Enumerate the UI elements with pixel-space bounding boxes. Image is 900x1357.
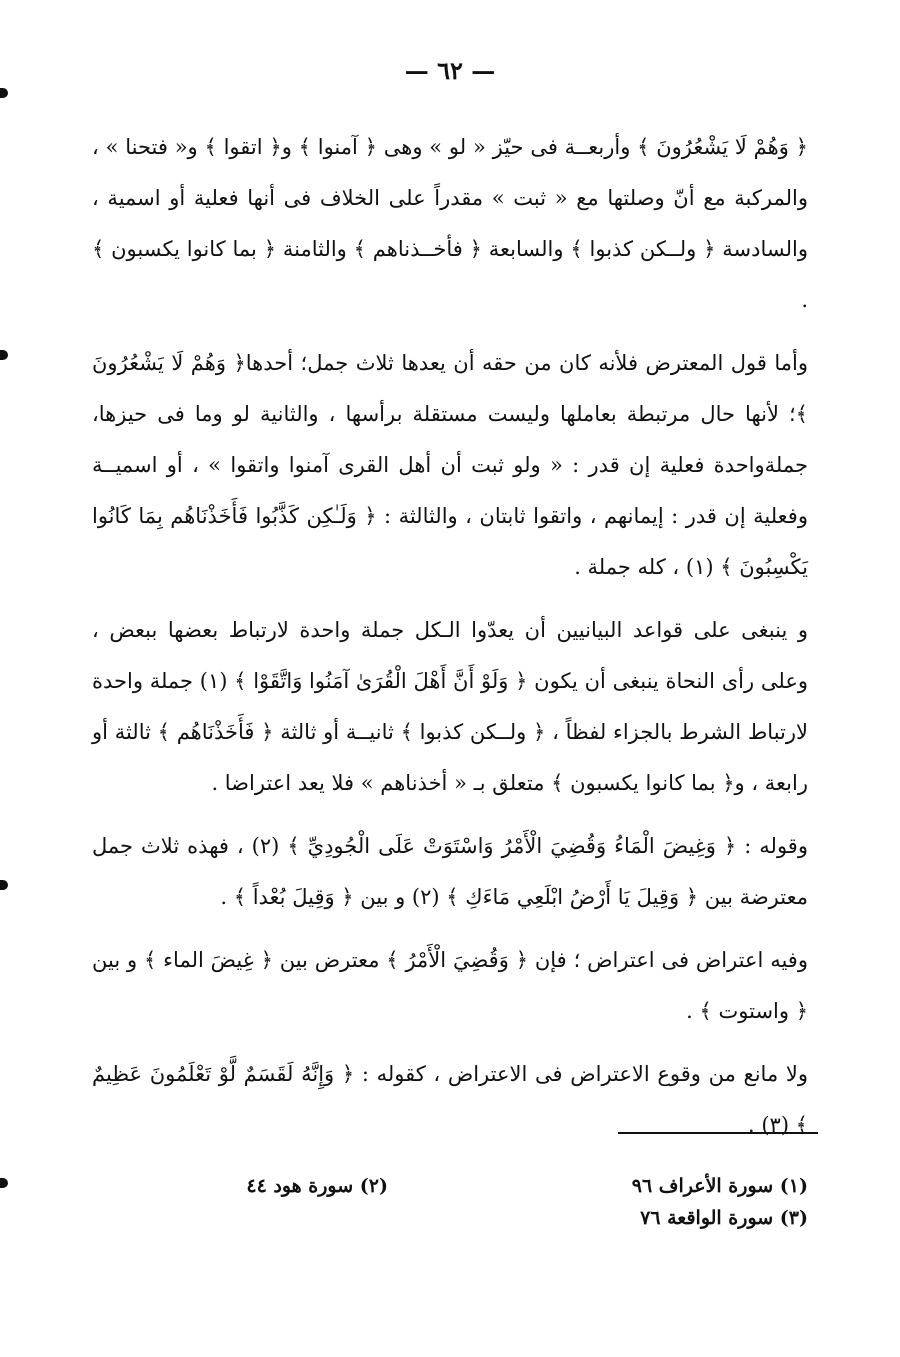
page-number: — ٦٢ — [404,56,496,85]
scan-edge-mark [0,1178,8,1188]
paragraph-4: وقوله : ﴿ وَغِيضَ الْمَاءُ وَقُضِيَ الْأَمْرُ وَاسْتَوَتْ عَلَى الْجُودِيِّ ﴾ (٢) ، فهذه ثلاث جمل معترضة بين ﴿ وَقِيلَ يَا أَرْضُ ابْلَعِي مَاءَكِ ﴾ (٢) و بين ﴿ وَقِيلَ بُعْداً ﴾ . [92,834,808,909]
paragraph-5: وفيه اعتراض فى اعتراض ؛ فإن ﴿ وَقُضِيَ الْأَمْرُ ﴾ معترض بين ﴿ غِيضَ الماء ﴾ و بين ﴿ واستوت ﴾ . [92,948,808,1023]
paragraph-2: وأما قول المعترض فلأنه كان من حقه أن يعدها ثلاث جمل؛ أحدها﴿ وَهُمْ لَا يَشْعُرُونَ ﴾؛ لأنها حال مرتبطة بعاملها وليست مستقلة برأسها ، والثانية لو وما فى حيزها، جملةواحدة فعلية إن قدر : « ولو ثبت أن أهل القرى آمنوا واتقوا » ، أو اسميــة وفعلية إن قدر : إيمانهم ، واتقوا ثابتان ، والثالثة : ﴿ وَلَـٰكِن كَذَّبُوا فَأَخَذْنَاهُم بِمَا كَانُوا يَكْسِبُونَ ﴾ (١) ، كله جملة . [92,351,808,579]
footnote-1: (١) سورة الأعراف ٩٦ [631,1175,808,1197]
main-text [92,122,808,1151]
paragraph-6: ولا مانع من وقوع الاعتراض فى الاعتراض ، كقوله : ﴿ وَإِنَّهُ لَقَسَمٌ لَّوْ تَعْلَمُونَ عَظِيمٌ ﴾ (٣) . [92,1062,808,1137]
footnotes [92,1170,808,1234]
scan-edge-mark [0,880,8,890]
footnote-row [92,1202,808,1234]
scan-edge-mark [0,350,8,360]
scan-edge-mark [0,88,8,98]
footnote-separator [618,1132,818,1134]
footnote-3: (٣) سورة الواقعة ٧٦ [640,1207,808,1229]
paragraph-1: ﴿ وَهُمْ لَا يَشْعُرُونَ ﴾ وأربعــة فى حيّز « لو » وهى ﴿ آمنوا ﴾ و﴿ اتقوا ﴾ و« فتحنا » ، والمركبة مع أنّ وصلتها مع « ثبت » مقدراً على الخلاف فى أنها فعلية أو اسمية ، والسادسة ﴿ ولــكن كذبوا ﴾ والسابعة ﴿ فأخــذناهم ﴾ والثامنة ﴿ بما كانوا يكسبون ﴾ . [92,135,808,312]
paragraph-3: و ينبغى على قواعد البيانيين أن يعدّوا الـكل جملة واحدة لارتباط بعضها ببعض ، وعلى رأى النحاة ينبغى أن يكون ﴿ وَلَوْ أَنَّ أَهْلَ الْقُرَىٰ آمَنُوا وَاتَّقَوْا ﴾ (١) جملة واحدة لارتباط الشرط بالجزاء لفظاً ، ﴿ ولــكن كذبوا ﴾ ثانيــة أو ثالثة ﴿ فَأَخَذْنَاهُم ﴾ ثالثة أو رابعة ، و﴿ بما كانوا يكسبون ﴾ متعلق بـ « أخذناهم » فلا يعد اعتراضا . [92,618,808,795]
footnote-row [92,1170,808,1202]
footnote-2: (٢) سورة هود ٤٤ [246,1175,388,1197]
